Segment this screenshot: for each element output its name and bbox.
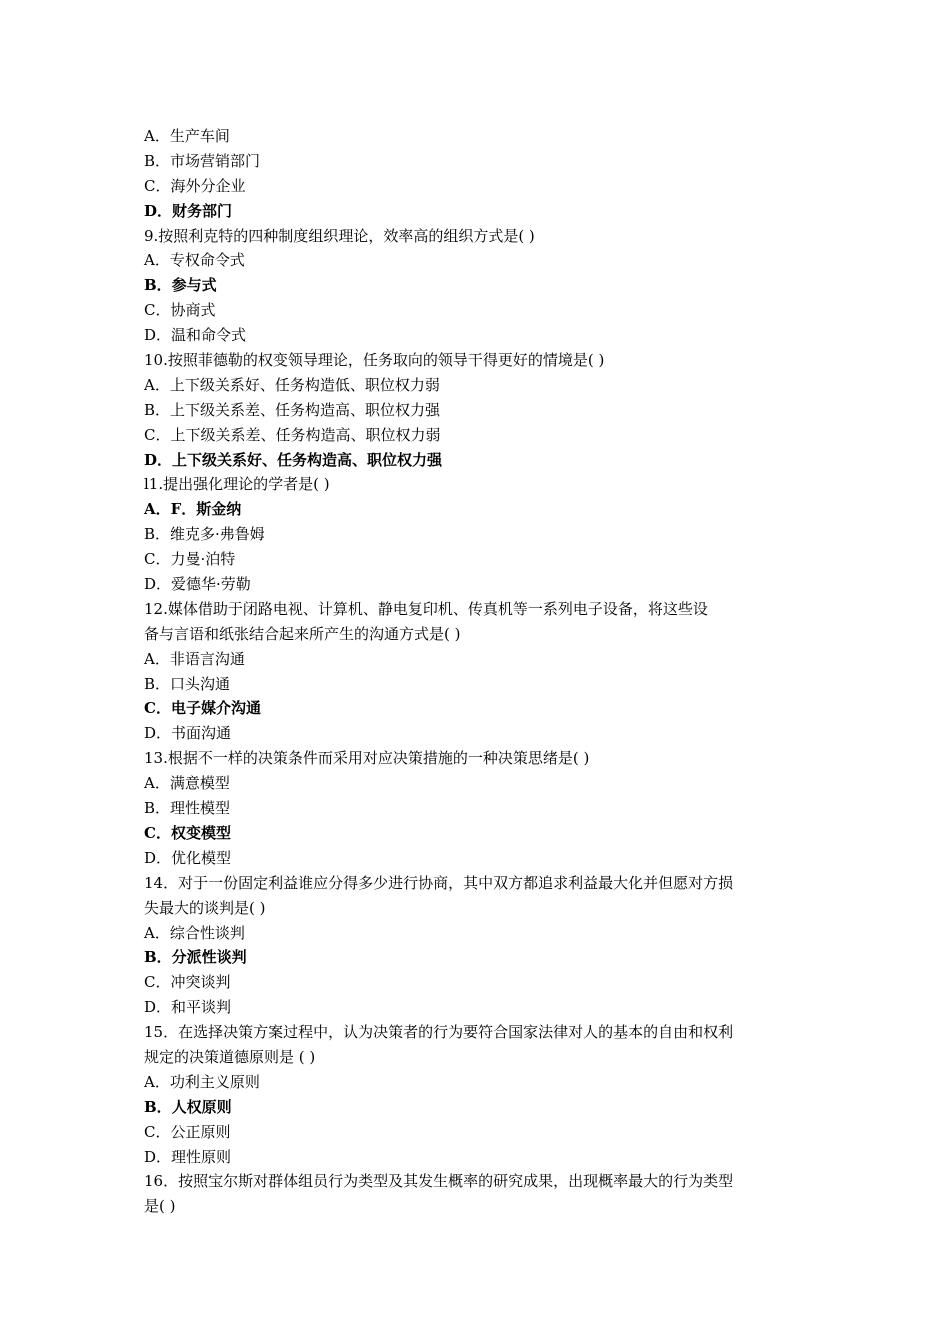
answer-line: B．分派性谈判 <box>144 948 247 967</box>
answer-line: C．电子媒介沟通 <box>144 699 261 718</box>
text-line: A．综合性谈判 <box>144 923 245 942</box>
text-line: B．理性模型 <box>144 799 231 818</box>
answer-line: A．F．斯金纳 <box>144 500 242 519</box>
text-line: C．公正原则 <box>144 1122 231 1141</box>
text-line: D．温和命令式 <box>144 326 247 345</box>
text-line: 16．按照宝尔斯对群体组员行为类型及其发生概率的研究成果，出现概率最大的行为类型 <box>144 1172 734 1191</box>
answer-line: D．上下级关系好、任务构造高、职位权力强 <box>144 450 443 469</box>
text-line: 失最大的谈判是( ) <box>144 898 266 917</box>
answer-line: B．人权原则 <box>144 1097 232 1116</box>
text-line: A．满意模型 <box>144 774 230 793</box>
text-line: A．专权命令式 <box>144 251 245 270</box>
text-line: C．协商式 <box>144 301 216 320</box>
text-line: B．市场营销部门 <box>144 151 261 170</box>
text-line: l1.提出强化理论的学者是( ) <box>144 475 330 494</box>
text-line: D．理性原则 <box>144 1147 232 1166</box>
text-line: 13.根据不一样的决策条件而采用对应决策措施的一种决策思绪是( ) <box>144 749 590 768</box>
text-line: 10.按照菲德勒的权变领导理论，任务取向的领导干得更好的情境是( ) <box>144 351 605 370</box>
text-line: C．上下级关系差、任务构造高、职位权力弱 <box>144 425 441 444</box>
text-line: D．书面沟通 <box>144 724 232 743</box>
text-line: D．爱德华·劳勒 <box>144 575 251 594</box>
text-line: B．口头沟通 <box>144 674 231 693</box>
text-line: A．非语言沟通 <box>144 649 245 668</box>
text-line: C．海外分企业 <box>144 176 246 195</box>
text-line: C．力曼·泊特 <box>144 550 236 569</box>
text-line: 15．在选择决策方案过程中，认为决策者的行为要符合国家法律对人的基本的自由和权利 <box>144 1023 734 1042</box>
text-line: D．优化模型 <box>144 848 232 867</box>
text-line: 规定的决策道德原则是 ( ) <box>144 1047 316 1066</box>
text-line: 9.按照利克特的四种制度组织理论，效率高的组织方式是( ) <box>144 226 535 245</box>
text-line: A．功利主义原则 <box>144 1072 260 1091</box>
text-line: A．生产车间 <box>144 127 230 145</box>
text-line: 12.媒体借助于闭路电视、计算机、静电复印机、传真机等一系列电子设备，将这些设 <box>144 599 708 618</box>
document-page <box>144 124 814 1219</box>
text-line: B．上下级关系差、任务构造高、职位权力强 <box>144 400 441 419</box>
answer-line: B．参与式 <box>144 276 217 295</box>
answer-line: C．权变模型 <box>144 823 231 842</box>
text-line: 是( ) <box>144 1197 176 1216</box>
text-line: A．上下级关系好、任务构造低、职位权力弱 <box>144 375 440 394</box>
text-line: 14．对于一份固定利益谁应分得多少进行协商，其中双方都追求利益最大化并但愿对方损 <box>144 873 734 892</box>
text-line: 备与言语和纸张结合起来所产生的沟通方式是( ) <box>144 624 461 643</box>
text-line: B．维克多·弗鲁姆 <box>144 525 265 544</box>
answer-line: D．财务部门 <box>144 201 233 220</box>
text-line: C．冲突谈判 <box>144 973 231 992</box>
text-line: D．和平谈判 <box>144 998 232 1017</box>
